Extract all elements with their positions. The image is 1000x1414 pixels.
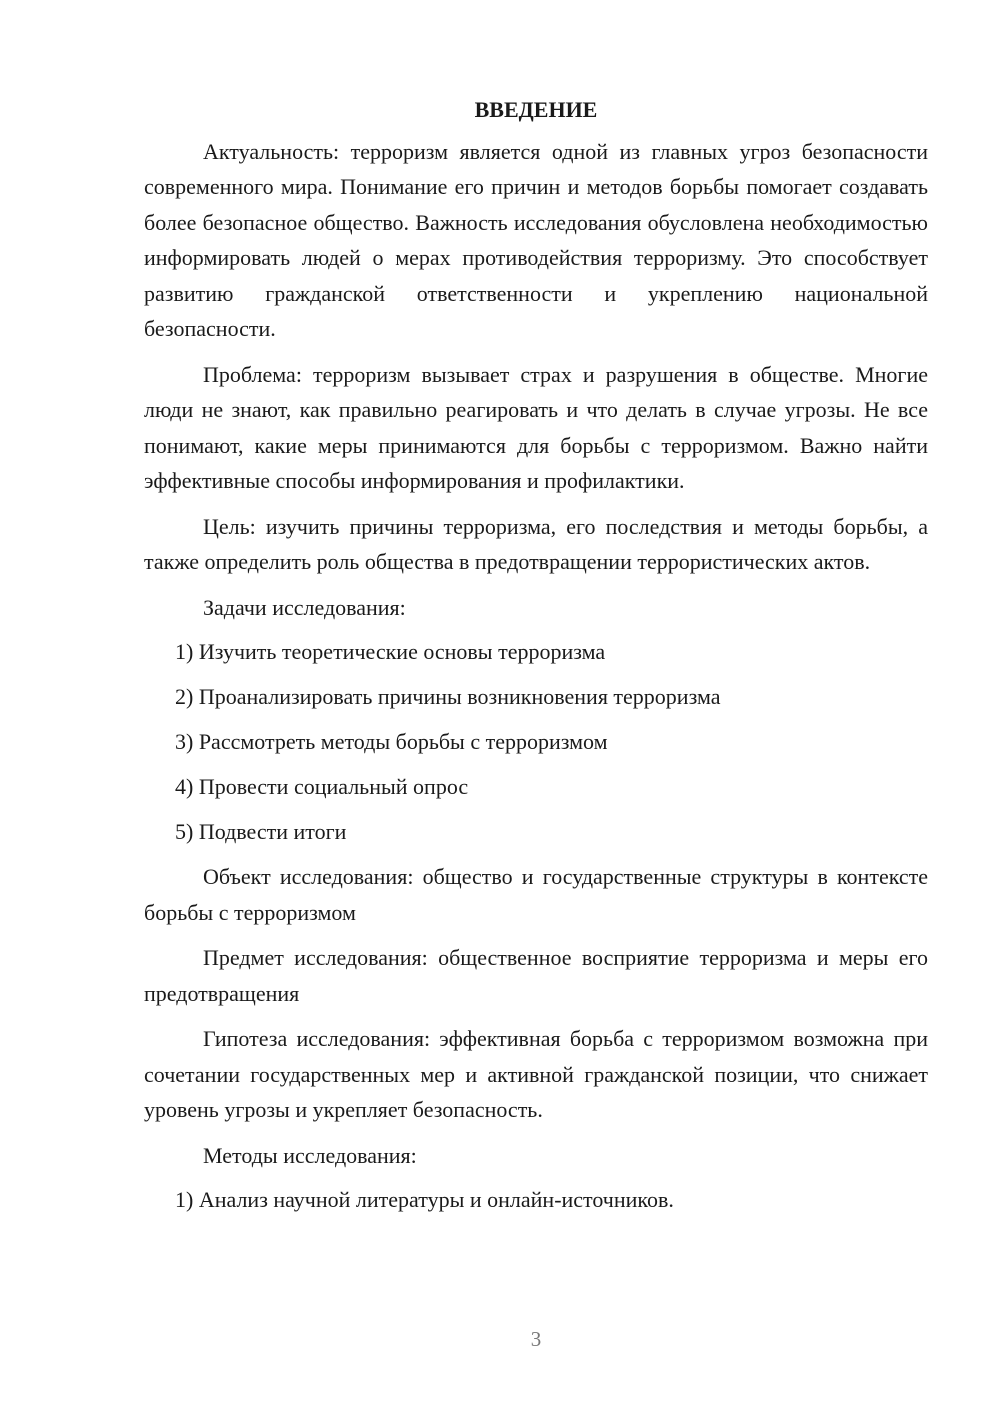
paragraph-object: Объект исследования: общество и государственные структуры в контексте борьбы с терроризмом	[144, 864, 928, 925]
list-item: 1) Изучить теоретические основы терроризма	[175, 639, 606, 664]
list-item: 5) Подвести итоги	[175, 819, 347, 844]
paragraph-relevance: Актуальность: терроризм является одной из главных угроз безопасности современного мира. Понимание его причин и методов борьбы помогает создавать более безопасное общество. Важность исследования обусловлена необходимостью информировать людей о мерах противодействия терроризму. Это способствует развитию гражданской ответственности и укреплению национальной безопасности.	[144, 138, 928, 341]
methods-label: Методы исследования:	[203, 1142, 417, 1168]
list-item: 1) Анализ научной литературы и онлайн-источников.	[175, 1187, 674, 1212]
document-page	[144, 92, 928, 1227]
list-item: 2) Проанализировать причины возникновения терроризма	[175, 684, 721, 709]
paragraph-goal: Цель: изучить причины терроризма, его последствия и методы борьбы, а также определить роль общества в предотвращении террористических актов.	[144, 513, 928, 574]
paragraph-hypothesis: Гипотеза исследования: эффективная борьба с терроризмом возможна при сочетании государственных мер и активной гражданской позиции, что снижает уровень угрозы и укрепляет безопасность.	[144, 1026, 928, 1122]
page-number: 3	[530, 1327, 542, 1351]
list-item: 4) Провести социальный опрос	[175, 774, 469, 799]
tasks-list	[144, 634, 928, 850]
section-title: ВВЕДЕНИЕ	[474, 97, 598, 122]
paragraph-problem: Проблема: терроризм вызывает страх и разрушения в обществе. Многие люди не знают, как правильно реагировать и что делать в случае угрозы. Не все понимают, какие меры принимаются для борьбы с терроризмом. Важно найти эффективные способы информирования и профилактики.	[144, 361, 928, 493]
methods-list	[144, 1182, 928, 1218]
list-item: 3) Рассмотреть методы борьбы с терроризмом	[175, 729, 608, 754]
paragraph-subject: Предмет исследования: общественное восприятие терроризма и меры его предотвращения	[144, 945, 928, 1006]
tasks-label: Задачи исследования:	[203, 594, 406, 620]
